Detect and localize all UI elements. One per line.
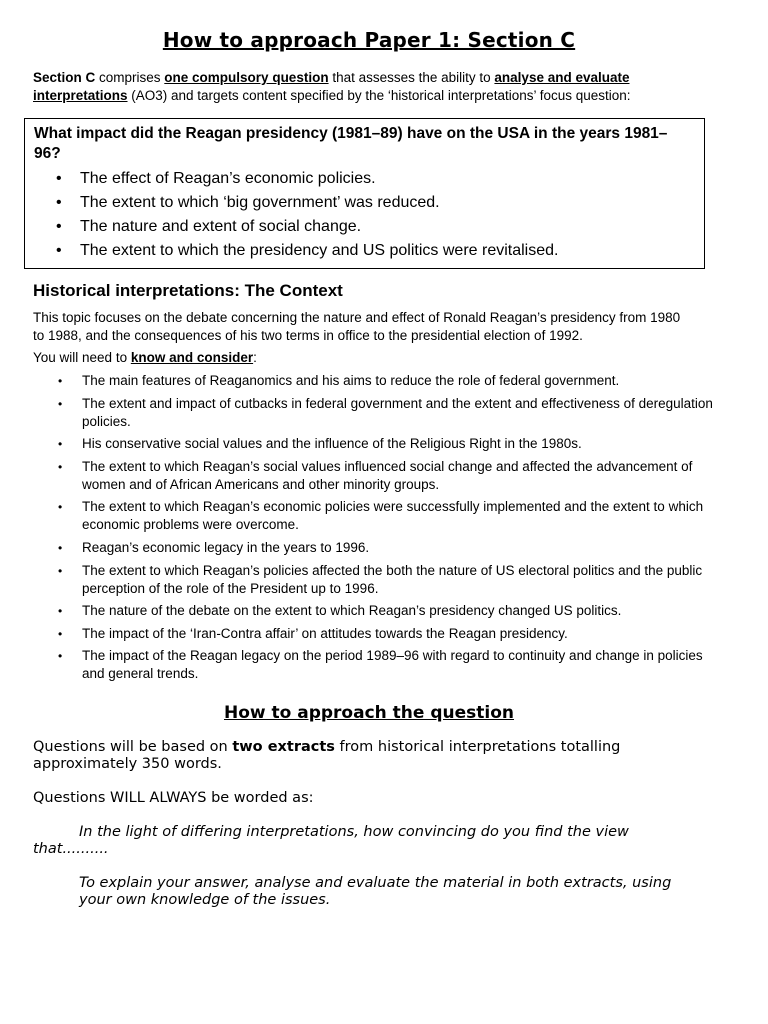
context-list-item [33,602,713,620]
need-suffix: : [253,350,257,365]
bullet-icon: • [58,500,63,515]
bullet-icon: • [58,563,63,578]
context-item-text: The extent to which Reagan’s policies affected the both the nature of US electoral politics and the public perception of the role of the President up to 1996. [82,562,703,596]
focus-bullet-text: The extent to which ‘big government’ was reduced. [80,194,440,211]
context-list-item [33,562,713,598]
bullet-icon: • [58,459,63,474]
need-emphasis: know and consider [130,350,254,365]
context-item-text: Reagan’s economic legacy in the years to 1996. [82,539,370,555]
bullet-icon: • [58,437,63,452]
context-list-item [33,458,713,494]
bullet-icon: • [58,540,63,555]
bullet-icon: • [56,194,62,211]
approach-heading: How to approach the question [223,703,515,723]
context-item-text: The extent and impact of cutbacks in federal government and the extent and effectiveness of deregulation policies. [82,395,713,429]
context-item-text: The extent to which Reagan’s economic policies were successfully implemented and the extent to which economic problems were overcome. [82,499,704,533]
focus-bullet-item [34,191,694,215]
bullet-icon: • [58,374,63,388]
intro-emphasis-question: one compulsory question [164,70,329,85]
p1-bold: two extracts [232,739,335,755]
bullet-icon: • [56,170,62,187]
p1-text-b: from historical interpretations totalling approximately 350 words. [33,739,621,772]
context-item-text: The nature of the debate on the extent to which Reagan’s presidency changed US politics. [82,603,622,619]
context-list-item [33,395,713,431]
approach-question-instruction: To explain your answer, analyse and evaluate the material in both extracts, using your own knowledge of the issues. [79,875,672,908]
approach-paragraph-wording: Questions WILL ALWAYS be worded as: [33,790,314,806]
context-list-item [33,435,713,453]
intro-paragraph [33,69,693,105]
context-list-item [33,647,713,683]
focus-question: What impact did the Reagan presidency (1981–89) have on the USA in the years 1981–96? [34,125,668,162]
know-and-consider-line [33,349,257,367]
focus-bullet-item [34,167,694,191]
intro-text-3: (AO3) and targets content specified by the ‘historical interpretations’ focus question: [127,88,631,103]
context-list-item [33,498,713,534]
focus-bullet-item [34,215,694,239]
p1-text-a: Questions will be based on [33,739,233,755]
bullet-icon: • [58,604,63,619]
context-list-item [33,372,713,390]
approach-paragraph-extracts [33,739,683,773]
focus-bullet-text: The extent to which the presidency and US politics were revitalised. [80,242,559,259]
intro-text-2: that assesses the ability to [328,70,495,85]
focus-question-box [24,118,705,269]
focus-bullet-item [34,239,694,263]
context-paragraph: This topic focuses on the debate concerning the nature and effect of Ronald Reagan’s presidency from 1980 to 1988, and the consequences of his two terms in office to the presidential election of 1992. [33,310,681,343]
focus-question-bullets [34,167,694,263]
context-item-text: The extent to which Reagan’s social values influenced social change and affected the advancement of women and of African Americans and other minority groups. [82,458,693,492]
context-item-text: His conservative social values and the influence of the Religious Right in the 1980s. [82,436,582,452]
context-items-list [33,372,713,688]
intro-section-label: Section C [33,70,96,85]
page-title: How to approach Paper 1: Section C [162,28,576,52]
intro-text-1: comprises [95,70,165,85]
context-item-text: The main features of Reaganomics and his aims to reduce the role of federal government. [82,373,620,388]
focus-bullet-text: The nature and extent of social change. [80,218,362,235]
intro-emphasis-ao3: analyse and evaluate interpretations [33,70,630,103]
bullet-icon: • [58,649,63,664]
approach-question-stem: In the light of differing interpretations, how convincing do you find the view that.......... [33,824,629,857]
context-list-item [33,539,713,557]
context-item-text: The impact of the ‘Iran-Contra affair’ on attitudes towards the Reagan presidency. [82,625,568,641]
context-heading: Historical interpretations: The Context [33,281,343,300]
need-prefix: You will need to [33,350,131,365]
bullet-icon: • [56,242,62,259]
context-item-text: The impact of the Reagan legacy on the period 1989–96 with regard to continuity and change in policies and general trends. [82,648,703,682]
bullet-icon: • [56,218,62,235]
context-list-item [33,625,713,643]
bullet-icon: • [58,396,63,411]
bullet-icon: • [58,626,63,641]
focus-bullet-text: The effect of Reagan’s economic policies. [80,170,376,187]
